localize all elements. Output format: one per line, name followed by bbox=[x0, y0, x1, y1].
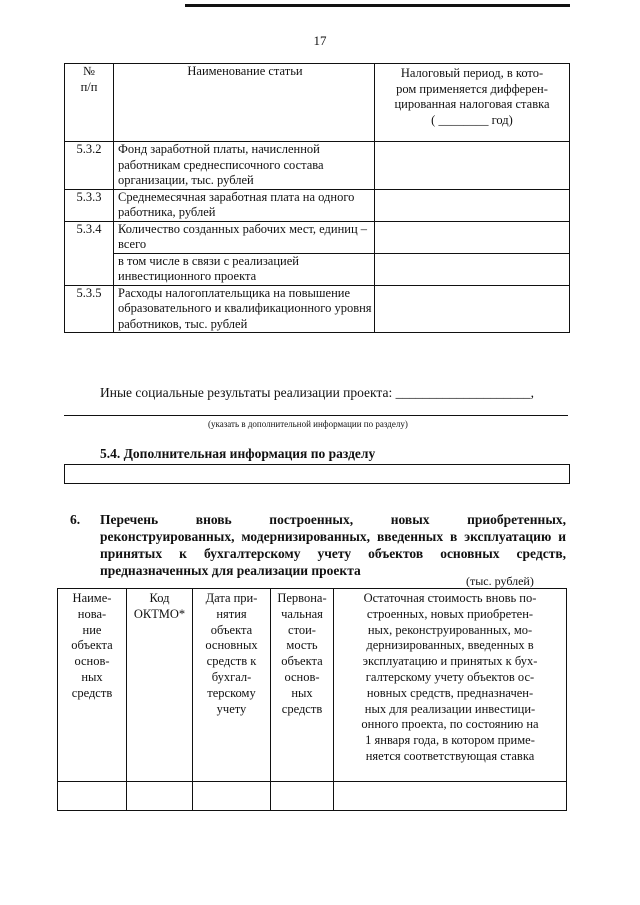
table-row bbox=[65, 253, 570, 285]
table-header-row bbox=[58, 589, 567, 782]
fixed-assets-table bbox=[57, 588, 567, 811]
unit-label: (тыс. рублей) bbox=[466, 574, 534, 588]
table-row bbox=[58, 782, 567, 811]
row-name: в том числе в связи с реализацией инвестиционного проекта bbox=[114, 253, 375, 285]
row-value-cell[interactable] bbox=[375, 253, 570, 285]
section-6-text: Перечень вновь построенных, новых приобретенных, реконструированных, модернизированных, введенных в эксплуатацию и принятых к бухгалтерскому учету объектов основных средств, предназначенных для реализации проекта bbox=[100, 512, 566, 578]
other-results-note: (указать в дополнительной информации по разделу) bbox=[208, 419, 408, 429]
row-num: 5.3.4 bbox=[65, 221, 114, 285]
empty-cell[interactable] bbox=[127, 782, 193, 811]
empty-cell[interactable] bbox=[58, 782, 127, 811]
row-num: 5.3.5 bbox=[65, 285, 114, 333]
additional-info-field[interactable] bbox=[64, 464, 570, 484]
section-6-number: 6. bbox=[70, 512, 81, 527]
section-6-title bbox=[70, 511, 566, 579]
empty-cell[interactable] bbox=[271, 782, 334, 811]
table-row bbox=[65, 285, 570, 333]
row-name: Фонд заработной платы, начисленной работникам среднесписочного состава организации, тыс. рублей bbox=[114, 142, 375, 190]
empty-cell[interactable] bbox=[193, 782, 271, 811]
table-row bbox=[65, 142, 570, 190]
row-value-cell[interactable] bbox=[375, 189, 570, 221]
row-name: Количество созданных рабочих мест, единиц – всего bbox=[114, 221, 375, 253]
table-header-row bbox=[65, 64, 570, 142]
col-oktmo: Код ОКТМО* bbox=[127, 589, 193, 782]
row-num: 5.3.3 bbox=[65, 189, 114, 221]
header-period: Налоговый период, в кото- ром применяется дифферен- цированная налоговая ставка ( ________ год) bbox=[375, 64, 570, 142]
header-name: Наименование статьи bbox=[114, 64, 375, 142]
row-value-cell[interactable] bbox=[375, 285, 570, 333]
header-num: № п/п bbox=[65, 64, 114, 142]
col-asset-name: Наиме- нова- ние объекта основ- ных средств bbox=[58, 589, 127, 782]
row-value-cell[interactable] bbox=[375, 142, 570, 190]
social-results-table bbox=[64, 63, 570, 333]
other-results-label: Иные социальные результаты реализации проекта: ____________________, bbox=[100, 385, 534, 400]
empty-cell[interactable] bbox=[334, 782, 567, 811]
row-value-cell[interactable] bbox=[375, 221, 570, 253]
col-accept-date: Дата при- нятия объекта основных средств к бухгал- терскому учету bbox=[193, 589, 271, 782]
section-5-4-title: 5.4. Дополнительная информация по разделу bbox=[100, 446, 376, 461]
top-rule bbox=[185, 4, 570, 7]
page-number: 17 bbox=[313, 33, 327, 48]
row-num: 5.3.2 bbox=[65, 142, 114, 190]
other-results-line bbox=[64, 415, 568, 416]
col-residual-value: Остаточная стоимость вновь по- строенных, новых приобретен- ных, реконструированных, мо- дернизированных, введенных в эксплуатацию и принятых к бух- галтерскому учету объектов ос- новных средств, предназначен- ных для реализации инвестици- онного проекта, по состоянию на 1 января года, в котором приме- няется соответствующая ставка bbox=[334, 589, 567, 782]
table-row bbox=[65, 221, 570, 253]
row-name: Среднемесячная заработная плата на одного работника, рублей bbox=[114, 189, 375, 221]
row-name: Расходы налогоплательщика на повышение образовательного и квалификационного уровня работников, тыс. рублей bbox=[114, 285, 375, 333]
table-row bbox=[65, 189, 570, 221]
col-initial-cost: Первона- чальная стои- мость объекта основ- ных средств bbox=[271, 589, 334, 782]
